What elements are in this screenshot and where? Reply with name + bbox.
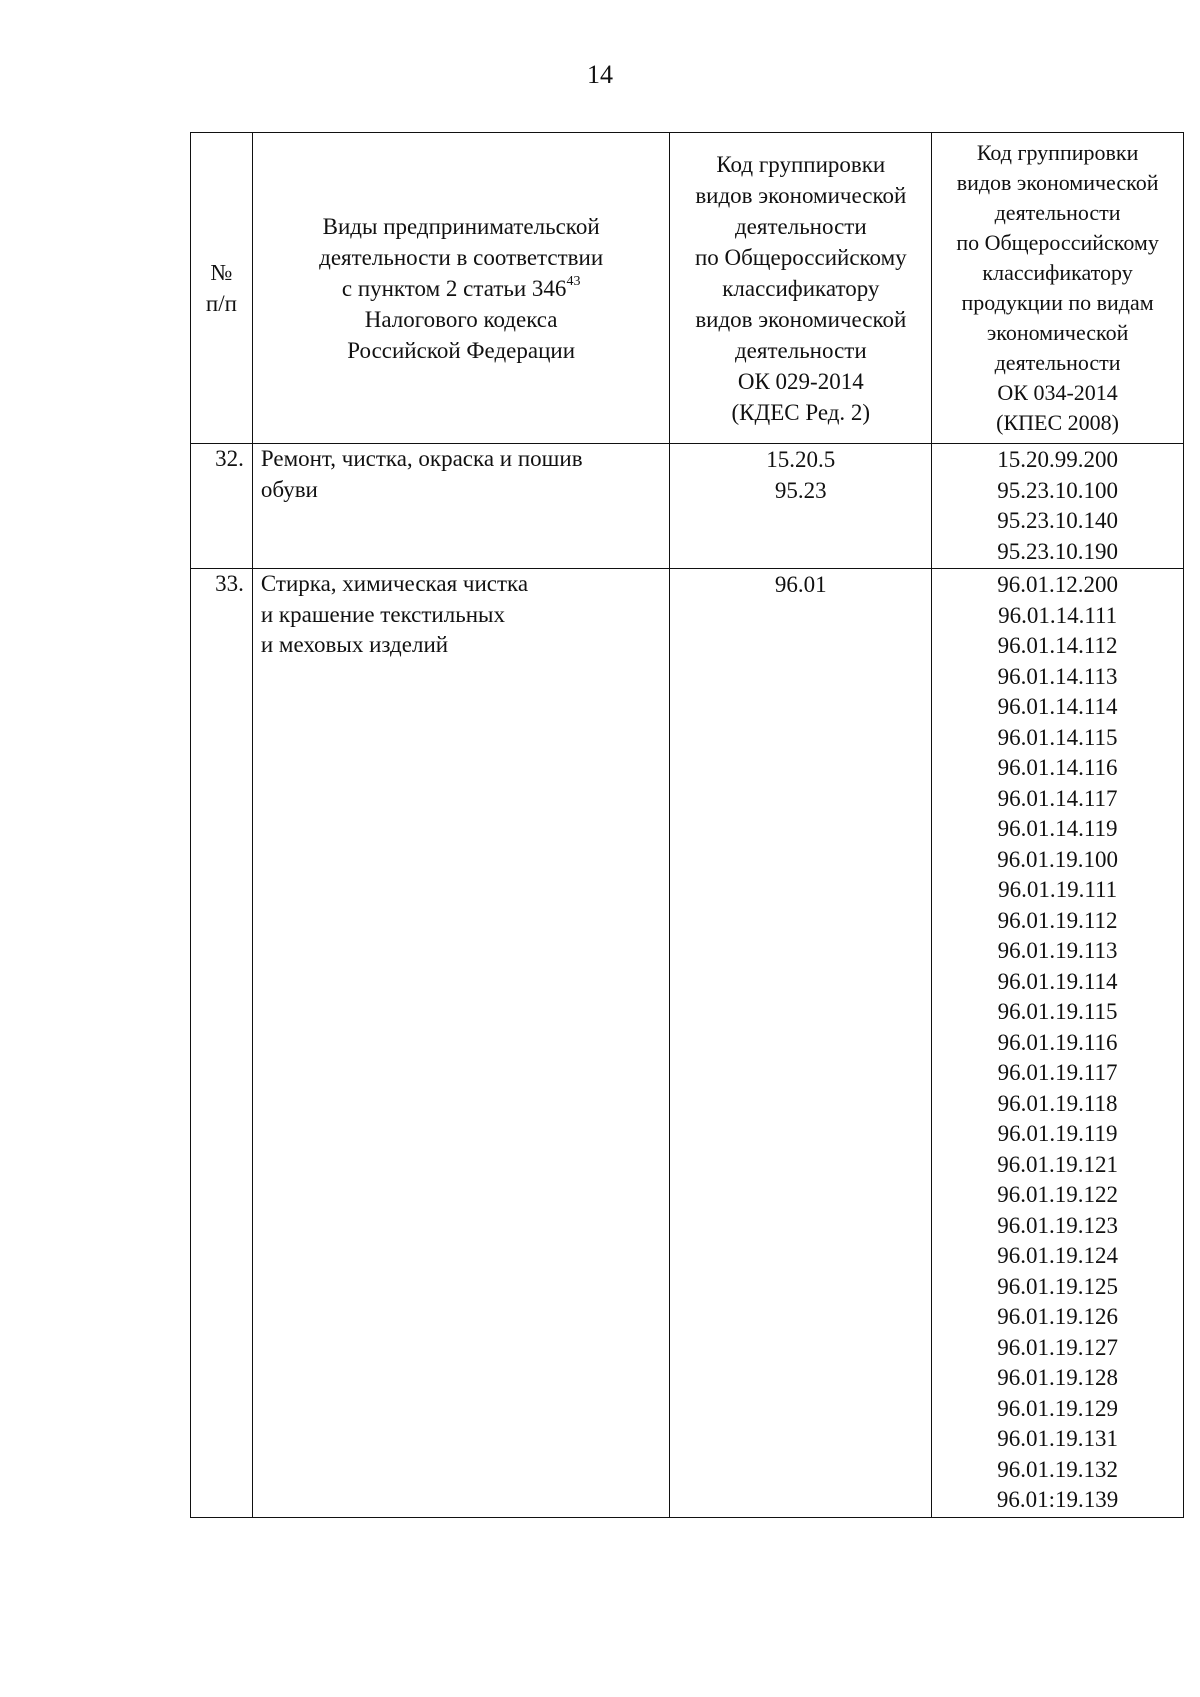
header-okved-line: ОК 029-2014 [737,368,864,394]
okpd-code: 96.01.19.129 [997,1395,1118,1421]
okpd-code: 96.01.19.100 [997,846,1118,872]
okpd-code: 96.01.19.121 [997,1151,1118,1177]
okved-code: 96.01 [774,572,827,597]
okpd-code: 96.01.14.112 [997,633,1118,658]
activity-line: и меховых изделий [260,632,449,657]
okpd-code: 96.01.19.114 [997,968,1118,994]
header-row [191,133,1184,444]
okpd-code: 96.01.19.115 [997,999,1118,1024]
okpd-code: 96.01.19.116 [997,1029,1118,1055]
okpd-codes-cell [932,569,1184,1518]
okpd-code: 96.01.19.127 [997,1334,1118,1360]
header-okved-line: классификатору [722,275,880,301]
okpd-code: 96.01.19.128 [997,1365,1118,1390]
header-activity-line: с пунктом 2 статьи 346 [341,275,567,301]
header-okved-line: видов экономической [695,182,907,208]
okpd-code: 96.01.14.114 [997,694,1118,719]
okpd-code: 96.01.19.122 [997,1182,1118,1207]
page-number: 14 [587,60,613,89]
header-okpd-line: Код группировки [976,140,1139,165]
okpd-code: 96.01.19.113 [997,938,1118,963]
activity-cell [252,569,670,1518]
footnote-superscript: 43 [566,273,581,289]
header-okved-line: деятельности [734,213,867,239]
header-okpd-line: видов экономической [956,170,1159,195]
header-activity-line-with-footnote [257,273,666,304]
okpd-code: 96.01.14.116 [997,755,1118,780]
header-activity-line: Виды предпринимательской [322,213,600,239]
header-okpd-line: экономической [986,320,1129,345]
header-okpd-line: деятельности [994,200,1121,225]
okpd-code: 96.01.14.111 [998,602,1118,628]
okpd-code: 95.23.10.140 [997,508,1118,533]
okpd-code: 95.23.10.190 [997,538,1118,564]
okpd-code: 96.01.19.124 [997,1243,1118,1268]
header-activity-line: Российской Федерации [347,337,576,363]
okpd-code: 96.01.19.111 [998,877,1118,902]
header-num-line: № [210,260,233,285]
table-row [191,569,1184,1518]
okved-codes-cell [670,444,932,569]
header-okpd-line: деятельности [994,350,1121,375]
okpd-code: 96.01.19.132 [997,1456,1118,1482]
header-okved-line: (КДЕС Ред. 2) [731,399,871,425]
row-number: 33. [191,569,253,1518]
okpd-code: 96.01.14.115 [997,724,1118,750]
header-okpd-line: классификатору [982,260,1133,285]
okpd-code: 96.01.14.117 [997,785,1118,811]
header-num-line: п/п [205,291,237,316]
activity-line: обуви [260,476,318,502]
header-activity [252,133,670,444]
okpd-code: 96.01.14.119 [997,816,1118,841]
header-num [191,133,253,444]
header-okpd-line: (КПЕС 2008) [996,410,1119,435]
okpd-code: 96.01:19.139 [996,1487,1119,1512]
okpd-code: 15.20.99.200 [997,447,1118,472]
okpd-code: 96.01.19.126 [997,1304,1118,1329]
header-okved-line: по Общероссийскому [694,244,907,270]
activity-line: Ремонт, чистка, окраска и пошив [260,446,583,471]
header-okved-line: видов экономической [695,306,907,332]
row-number: 32. [191,444,253,569]
okpd-code: 96.01.19.117 [997,1060,1118,1085]
okpd-codes-cell [932,444,1184,569]
okpd-code: 96.01.14.113 [997,663,1118,689]
okved-codes-cell [670,569,932,1518]
okpd-code: 96.01.19.125 [997,1273,1118,1299]
activity-codes-table [190,132,1184,1518]
header-okpd-line: продукции по видам [961,290,1154,315]
activity-line: Стирка, химическая чистка [260,571,529,596]
header-okpd-line: по Общероссийскому [956,230,1159,255]
okpd-code: 96.01.19.119 [997,1121,1118,1146]
okpd-code: 96.01.19.123 [997,1212,1118,1238]
table-row [191,444,1184,569]
okpd-code: 96.01.12.200 [997,572,1118,597]
header-activity-line: Налогового кодекса [364,306,558,332]
header-okved [670,133,932,444]
header-okpd [932,133,1184,444]
okpd-code: 95.23.10.100 [997,477,1118,503]
table-body [191,444,1184,1518]
okved-code: 95.23 [774,477,827,503]
header-okpd-line: ОК 034-2014 [997,380,1118,405]
okpd-code: 96.01.19.118 [997,1090,1118,1116]
header-activity-line: деятельности в соответствии [319,244,604,270]
okpd-code: 96.01.19.112 [997,907,1118,933]
okpd-code: 96.01.19.131 [997,1426,1118,1451]
table-header [191,133,1184,444]
activity-cell [252,444,670,569]
header-okved-line: Код группировки [716,151,886,177]
header-okved-line: деятельности [734,337,867,363]
okved-code: 15.20.5 [766,447,836,472]
activity-line: и крашение текстильных [260,601,505,627]
